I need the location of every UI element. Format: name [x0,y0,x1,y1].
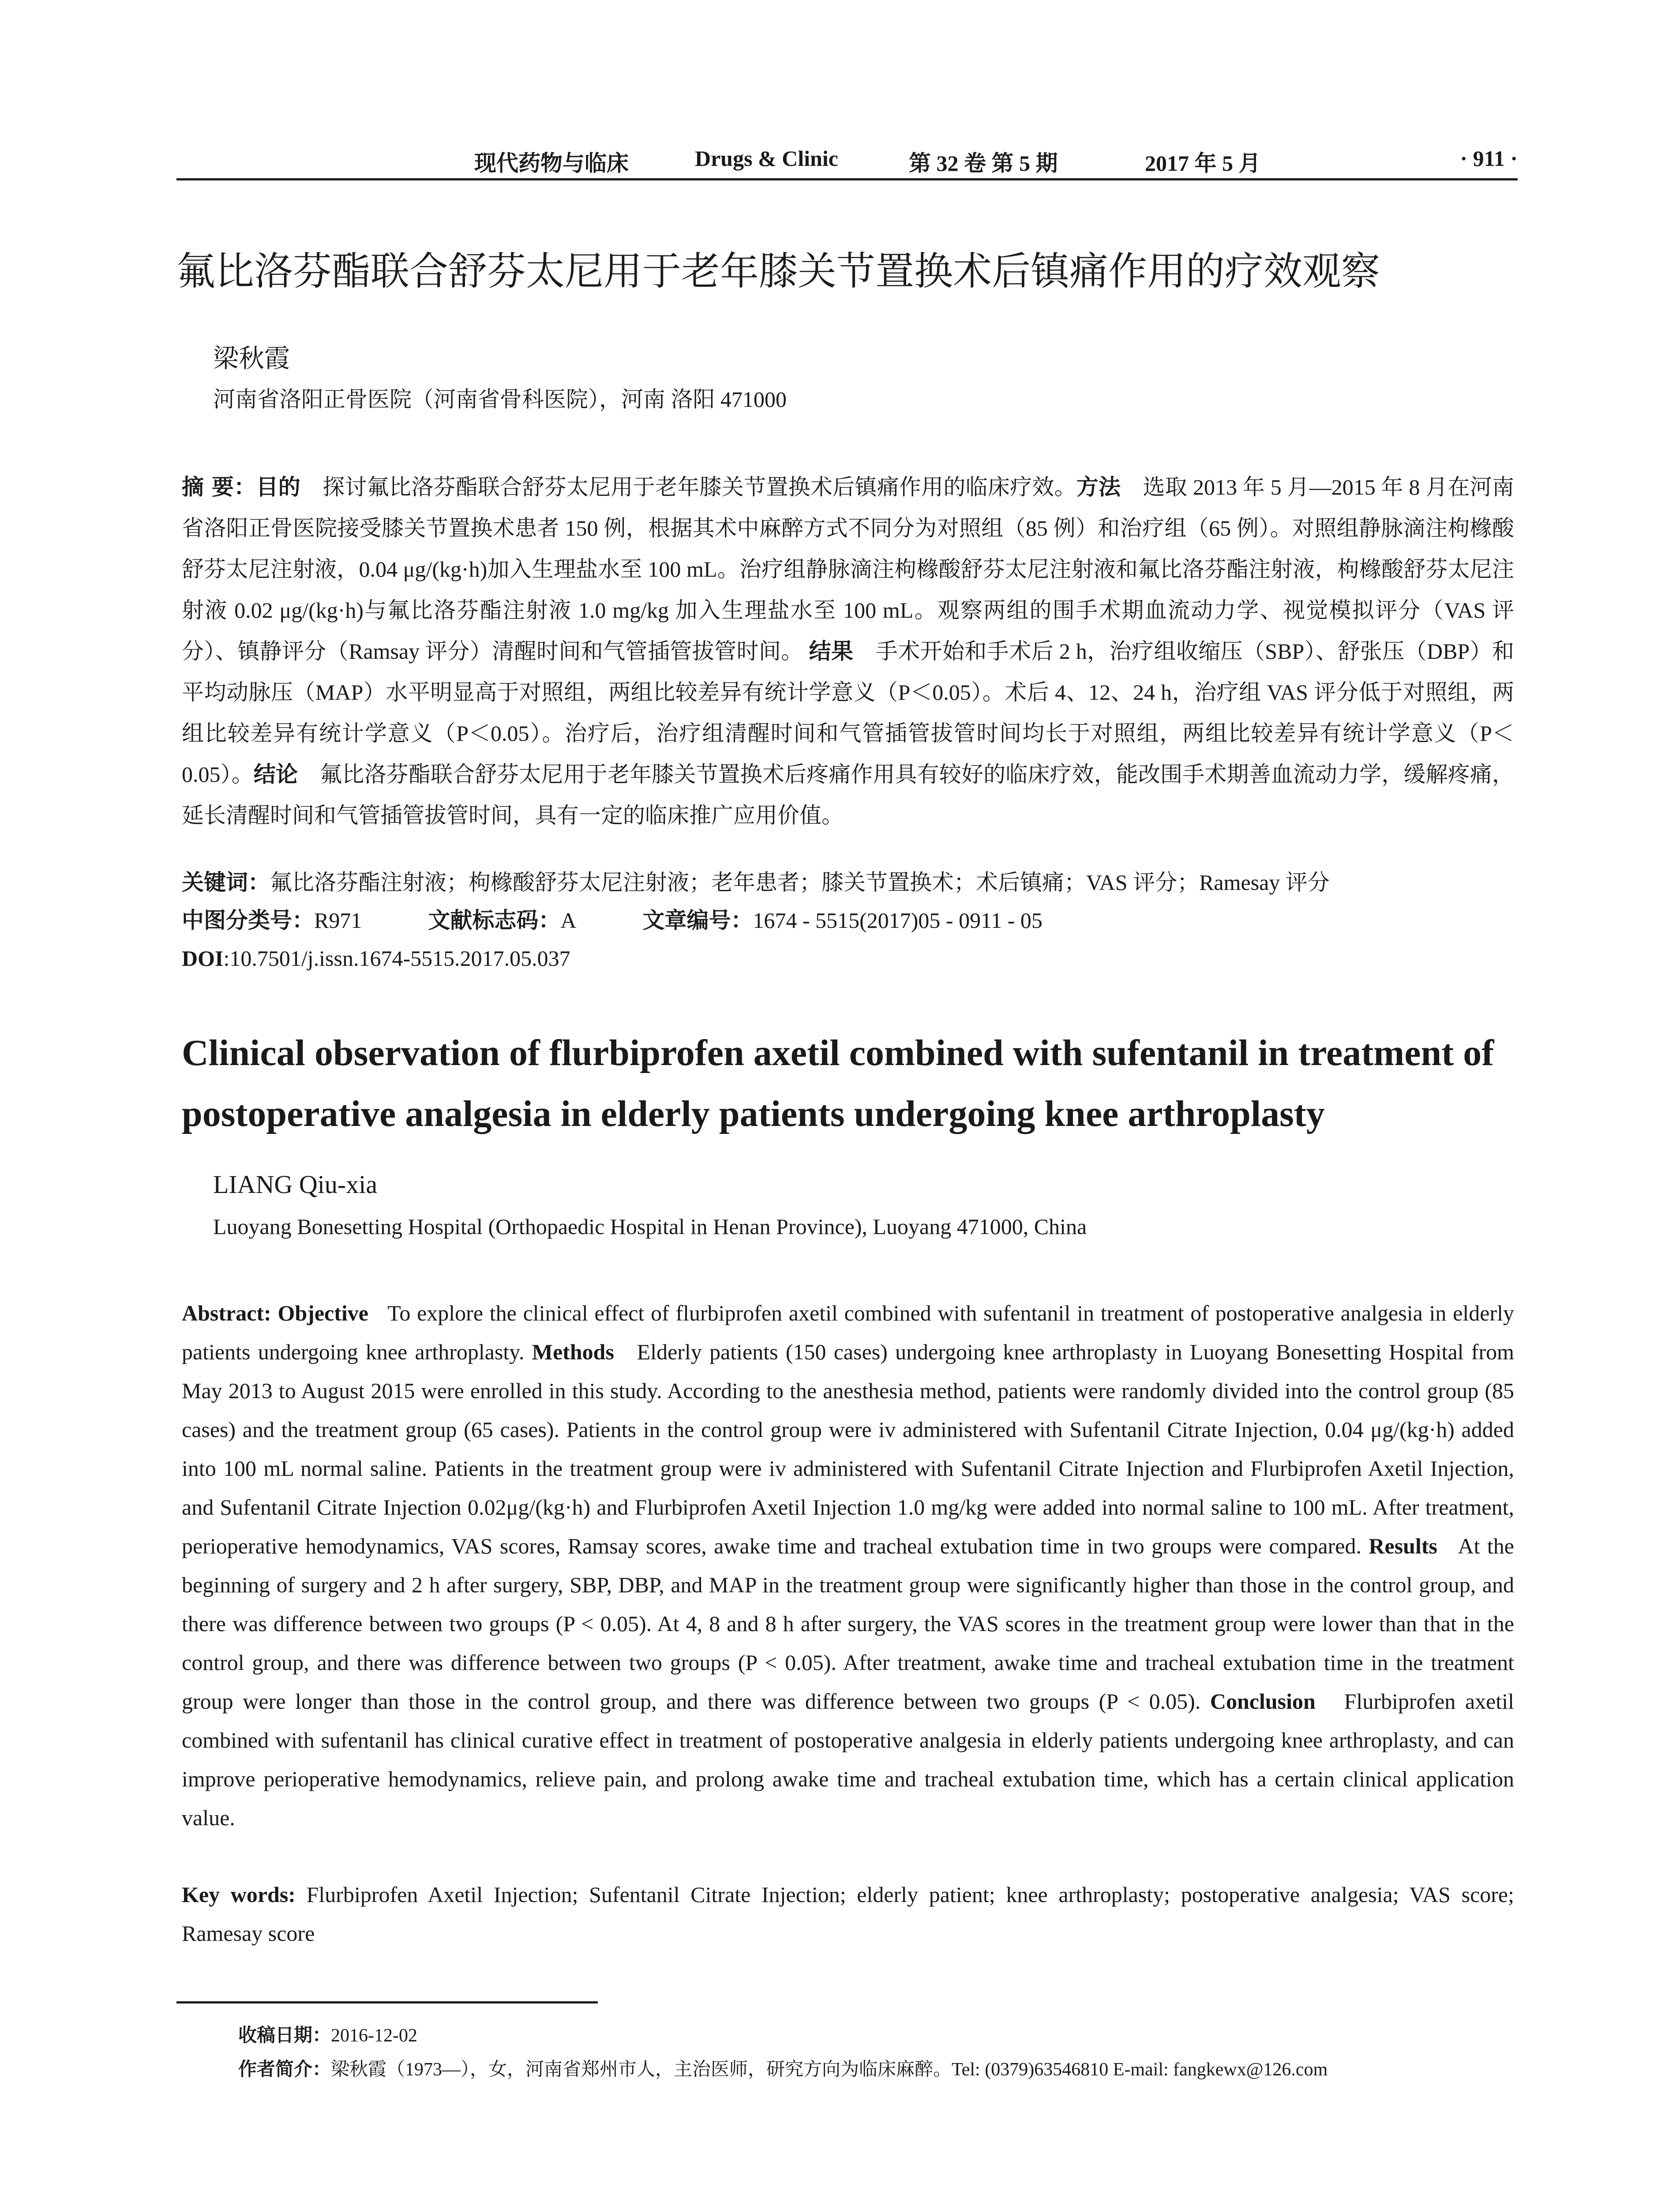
journal-name-en: Drugs & Clinic [695,146,838,171]
footnote-received [238,2022,1518,2049]
methods-cn-label: 方法 [1076,474,1121,500]
doi-value: :10.7501/j.issn.1674-5515.2017.05.037 [223,946,570,971]
title-cn: 氟比洛芬酯联合舒芬太尼用于老年膝关节置换术后镇痛作用的疗效观察 [176,248,1380,294]
results-en-text: At the beginning of surgery and 2 h after surgery, SBP, DBP, and MAP in the treatment group were significantly higher than those in the control group, and there was difference between two groups (P < 0.05). At 4, 8 and 8 h after surgery, the VAS scores in the treatment group were lower than that in the control group, and there was difference between two groups (P < 0.05). After treatment, awake time and tracheal extubation time in the treatment group were longer than those in the control group, and there was difference between two groups (P < 0.05). [182,1534,1515,1714]
author-bio-label: 作者简介： [238,2058,331,2080]
doc-code-label: 文献标志码： [428,908,561,933]
article-no-value: 1674 - 5515(2017)05 - 0911 - 05 [753,908,1042,933]
doc-code-value: A [560,908,577,933]
conclusion-en-text: Flurbiprofen axetil combined with sufentanil has clinical curative effect in treatment of postoperative analgesia in elderly patients undergoing knee arthroplasty, and can improve perioperative hemodynamics, relieve pain, and prolong awake time and tracheal extubation time, which has a certain clinical application value. [182,1689,1515,1830]
clc-label: 中图分类号： [182,908,314,933]
results-cn-label: 结果 [809,638,854,664]
footnote-rule [176,2001,598,2003]
methods-cn-text: 选取 2013 年 5 月—2015 年 8 月在河南省洛阳正骨医院接受膝关节置换术患者 150 例，根据其术中麻醉方式不同分为对照组（85 例）和治疗组（65 例）。对照组静脉滴注枸橼酸舒芬太尼注射液，0.04 μg/(kg·h)加入生理盐水至 100 mL。治疗组静脉滴注枸橼酸舒芬太尼注射液和氟比洛芬酯注射液，枸橼酸舒芬太尼注射液 0.02 μg/(kg·h)与氟比洛芬酯注射液 1.0 mg/kg 加入生理盐水至 100 mL。观察两组的围手术期血流动力学、视觉模拟评分（VAS 评分）、镇静评分（Ramsay 评分）清醒时间和气管插管拔管时间。 [182,475,1515,664]
keywords-cn-text: 氟比洛芬酯注射液；枸橼酸舒芬太尼注射液；老年患者；膝关节置换术；术后镇痛；VAS 评分；Ramesay 评分 [270,870,1330,895]
article-no-label: 文章编号： [642,908,753,933]
author-bio-text: 梁秋霞（1973—），女，河南省郑州市人，主治医师，研究方向为临床麻醉。Tel: (0379)63546810 E-mail: fangkewx@126.com [331,2060,1328,2080]
abstract-cn-label: 摘 要： [182,474,256,500]
conclusion-en-label: Conclusion [1210,1689,1316,1714]
objective-en-label: Objective [278,1301,368,1325]
journal-name-cn: 现代药物与临床 [474,151,629,176]
abstract-cn [182,467,1514,836]
running-header [176,142,1518,182]
classification-row [182,903,1514,938]
affiliation-cn: 河南省洛阳正骨医院（河南省骨科医院），河南 洛阳 471000 [213,387,787,412]
methods-en-text: Elderly patients (150 cases) undergoing knee arthroplasty in Luoyang Bonesetting Hospital from May 2013 to August 2015 were enrolled in this study. According to the anesthesia method, patients were randomly divided into the control group (85 cases) and the treatment group (65 cases). Patients in the control group were iv administered with Sufentanil Citrate Injection, 0.04 μg/(kg·h) added into 100 mL normal saline. Patients in the treatment group were iv administered with Sufentanil Citrate Injection and Flurbiprofen Axetil Injection, and Sufentanil Citrate Injection 0.02μg/(kg·h) and Flurbiprofen Axetil Injection 1.0 mg/kg were added into normal saline to 100 mL. After treatment, perioperative hemodynamics, VAS scores, Ramsay scores, awake time and tracheal extubation time in two groups were compared. [182,1339,1515,1558]
results-en-label: Results [1369,1534,1437,1558]
abstract-en [182,1294,1514,1837]
conclusion-cn-label: 结论 [253,762,298,787]
volume-issue: 第 32 卷 第 5 期 [909,151,1058,176]
issue-date: 2017 年 5 月 [1145,151,1261,176]
abstract-en-label: Abstract: [182,1301,271,1325]
objective-en-text: To explore the clinical effect of flurbiprofen axetil combined with sufentanil in treatment of postoperative analgesia in elderly patients undergoing knee arthroplasty. [182,1301,1514,1364]
clc-value: R971 [314,908,362,933]
author-en: LIANG Qiu-xia [213,1170,378,1199]
affiliation-en: Luoyang Bonesetting Hospital (Orthopaedic Hospital in Henan Province), Luoyang 471000, China [213,1214,1087,1239]
doi [182,941,1514,976]
results-cn-text: 手术开始和手术后 2 h，治疗组收缩压（SBP）、舒张压（DBP）和平均动脉压（MAP）水平明显高于对照组，两组比较差异有统计学意义（P＜0.05）。术后 4、12、24 h，治疗组 VAS 评分低于对照组，两组比较差异有统计学意义（P＜0.05）。治疗后，治疗组清醒时间和气管插管拔管时间均长于对照组，两组比较差异有统计学意义（P＜0.05）。 [182,639,1515,787]
keywords-cn-label: 关键词： [182,870,270,895]
keywords-en-label: Key words: [182,1882,296,1907]
keywords-cn [182,865,1514,900]
methods-en-label: Methods [532,1339,614,1364]
keywords-en-text: Flurbiprofen Axetil Injection; Sufentanil Citrate Injection; elderly patient; knee arthroplasty; postoperative analgesia; VAS score; Ramesay score [182,1882,1514,1946]
title-en: Clinical observation of flurbiprofen axetil combined with sufentanil in treatment of postoperative analgesia in elderly patients undergoing knee arthroplasty [182,1032,1494,1134]
author-cn: 梁秋霞 [213,343,290,373]
received-label: 收稿日期： [238,2024,331,2046]
objective-cn-label: 目的 [256,474,300,500]
received-date: 2016-12-02 [331,2026,417,2046]
objective-cn-text: 探讨氟比洛芬酯联合舒芬太尼用于老年膝关节置换术后镇痛作用的临床疗效。 [322,475,1076,499]
doi-label: DOI [182,946,224,971]
conclusion-cn-text: 氟比洛芬酯联合舒芬太尼用于老年膝关节置换术后疼痛作用具有较好的临床疗效，能改围手术期善血流动力学，缓解疼痛，延长清醒时间和气管插管拔管时间，具有一定的临床推广应用价值。 [182,762,1515,828]
footnote-author-bio [238,2056,1518,2083]
page-number: · 911 · [1460,146,1518,171]
keywords-en [182,1875,1514,1953]
header-rule [176,178,1518,180]
